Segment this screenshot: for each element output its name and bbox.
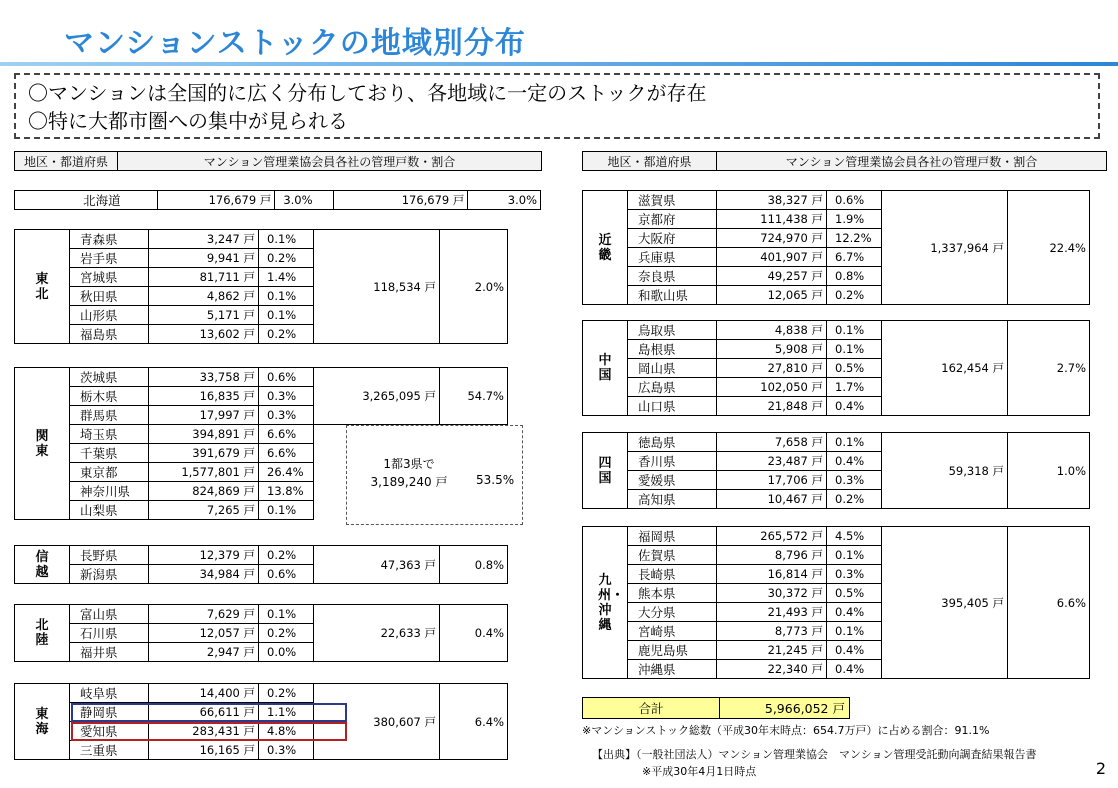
unit: 戸 [243, 484, 255, 498]
region-label: 北陸 [15, 605, 70, 662]
pref-pct: 0.1% [827, 340, 882, 359]
region-label: 関東 [15, 368, 70, 520]
unit: 戸 [243, 626, 255, 640]
summary-line-2: 〇特に大都市圏への集中が見られる [28, 109, 348, 133]
unit: 戸 [424, 557, 436, 572]
table-row [15, 605, 508, 624]
pref-name: 岡山県 [628, 359, 717, 378]
unit: 戸 [243, 308, 255, 322]
unit: 戸 [811, 473, 823, 487]
stock-note: ※マンションストック総数（平成30年末時点：654.7万戸）に占める割合：91.1% [582, 724, 990, 737]
region-label: 九州・沖縄 [583, 527, 628, 679]
region-total: 59,318 [948, 463, 989, 478]
pref-count: 12,065 [767, 288, 808, 302]
pref-count: 34,984 [199, 567, 240, 581]
pref-name: 香川県 [628, 452, 717, 471]
pref-pct: 0.8% [827, 267, 882, 286]
region-pct: 2.0% [440, 230, 508, 344]
pref-count: 49,257 [767, 269, 808, 283]
pref-pct: 13.8% [259, 482, 314, 501]
unit: 戸 [243, 370, 255, 384]
pref-name: 山梨県 [70, 501, 149, 520]
metro-pct: 53.5% [476, 473, 515, 487]
metro-note [350, 455, 468, 491]
pref-pct: 0.3% [259, 406, 314, 425]
unit: 戸 [243, 686, 255, 700]
pref-name: 北海道 [73, 191, 157, 210]
pref-pct: 0.3% [259, 741, 314, 760]
pref-name: 三重県 [70, 741, 149, 760]
pref-pct: 0.4% [827, 452, 882, 471]
pref-name: 大分県 [628, 603, 717, 622]
region-pct: 22.4% [1008, 191, 1090, 305]
pref-name: 島根県 [628, 340, 717, 359]
unit: 戸 [811, 548, 823, 562]
region-total: 380,607 [373, 714, 421, 729]
unit: 戸 [243, 251, 255, 265]
pref-count: 1,577,801 [181, 465, 240, 479]
region-pct: 54.7% [440, 368, 508, 425]
region-total: 395,405 [941, 595, 989, 610]
unit: 戸 [811, 231, 823, 245]
region-total: 22,633 [380, 626, 421, 640]
pref-name: 高知県 [628, 490, 717, 509]
pref-pct: 6.7% [827, 248, 882, 267]
table-row [15, 546, 508, 565]
pref-pct: 0.4% [827, 641, 882, 660]
pref-pct: 0.5% [827, 584, 882, 603]
pref-count: 394,891 [192, 427, 240, 441]
pref-pct: 0.1% [827, 622, 882, 641]
table-row [583, 191, 1090, 210]
pref-pct: 0.6% [827, 191, 882, 210]
grand-total-label: 合計 [583, 698, 720, 719]
pref-count: 391,679 [192, 446, 240, 460]
source-note: 【出典】（一般社団法人）マンション管理業協会 マンション管理受託動向調査結果報告書 [592, 748, 1037, 761]
unit: 戸 [992, 595, 1004, 610]
unit: 戸 [992, 361, 1004, 375]
title-underline [0, 62, 1118, 66]
pref-name: 山形県 [70, 306, 149, 325]
unit: 戸 [243, 389, 255, 403]
pref-name: 宮城県 [70, 268, 149, 287]
pref-count: 3,247 [206, 232, 240, 246]
unit: 戸 [424, 279, 436, 294]
pref-name: 埼玉県 [70, 425, 149, 444]
pref-name: 石川県 [70, 624, 149, 643]
metro-label: 1都3県で [383, 457, 435, 471]
grand-total [582, 697, 850, 719]
pref-name: 熊本県 [628, 584, 717, 603]
unit: 戸 [992, 240, 1004, 255]
pref-name: 愛媛県 [628, 471, 717, 490]
pref-name: 富山県 [70, 605, 149, 624]
unit: 戸 [243, 548, 255, 562]
pref-name: 和歌山県 [628, 286, 717, 305]
pref-name: 山口県 [628, 397, 717, 416]
pref-pct: 1.1% [259, 703, 314, 722]
header-data: マンション管理業協会員各社の管理戸数・割合 [717, 152, 1107, 171]
pref-pct: 0.1% [259, 605, 314, 624]
pref-count: 4,838 [774, 323, 808, 337]
region-pct: 0.4% [440, 605, 508, 662]
unit: 戸 [811, 586, 823, 600]
page-number: 2 [1095, 759, 1106, 778]
right-header [582, 151, 1107, 171]
unit: 戸 [243, 503, 255, 517]
pref-pct: 0.4% [827, 660, 882, 679]
pref-pct: 0.2% [827, 286, 882, 305]
pref-count: 7,658 [774, 435, 808, 449]
region-pct: 3.0% [468, 191, 541, 210]
pref-pct: 0.3% [827, 471, 882, 490]
pref-name: 静岡県 [70, 703, 149, 722]
pref-count: 265,572 [760, 529, 808, 543]
pref-name: 福岡県 [628, 527, 717, 546]
unit: 戸 [811, 605, 823, 619]
pref-pct: 0.1% [259, 501, 314, 520]
kyushu-table [582, 526, 1090, 679]
pref-pct: 0.1% [259, 287, 314, 306]
unit: 戸 [243, 567, 255, 581]
pref-pct: 26.4% [259, 463, 314, 482]
table-row [583, 433, 1090, 452]
region-label: 近畿 [583, 191, 628, 305]
pref-pct: 0.3% [827, 565, 882, 584]
hokkaido-table [14, 190, 541, 210]
pref-name: 兵庫県 [628, 248, 717, 267]
region-label: 中国 [583, 321, 628, 416]
pref-count: 17,997 [199, 408, 240, 422]
pref-count: 22,340 [767, 662, 808, 676]
header-region: 地区・都道府県 [15, 152, 118, 171]
region-pct: 1.0% [1008, 433, 1090, 509]
pref-count: 7,629 [206, 607, 240, 621]
unit: 戸 [243, 427, 255, 441]
table-row [15, 368, 508, 387]
unit: 戸 [811, 342, 823, 356]
chugoku-table [582, 320, 1090, 416]
pref-pct: 0.1% [259, 230, 314, 249]
pref-count: 5,171 [206, 308, 240, 322]
aichi-highlight [71, 722, 347, 741]
pref-pct: 1.9% [827, 210, 882, 229]
unit: 戸 [811, 624, 823, 638]
table-row [15, 684, 508, 703]
pref-name: 広島県 [628, 378, 717, 397]
pref-count: 66,611 [199, 705, 240, 719]
unit: 戸 [811, 529, 823, 543]
pref-name: 奈良県 [628, 267, 717, 286]
hokuriku-table [14, 604, 508, 662]
region-total: 47,363 [380, 557, 421, 572]
pref-count: 283,431 [192, 724, 240, 738]
pref-name: 鳥取県 [628, 321, 717, 340]
pref-name: 宮崎県 [628, 622, 717, 641]
page-title: マンションストックの地域別分布 [64, 26, 526, 61]
region-label: 信越 [15, 546, 70, 584]
pref-count: 5,908 [774, 342, 808, 356]
unit: 戸 [811, 435, 823, 449]
pref-count: 21,493 [767, 605, 808, 619]
pref-pct: 0.2% [259, 325, 314, 344]
pref-count: 14,400 [199, 686, 240, 700]
pref-name: 長崎県 [628, 565, 717, 584]
pref-pct: 0.1% [827, 433, 882, 452]
pref-count: 401,907 [760, 250, 808, 264]
pref-name: 神奈川県 [70, 482, 149, 501]
table-row [15, 191, 541, 210]
shizuoka-highlight [71, 703, 347, 722]
pref-count: 4,862 [206, 289, 240, 303]
pref-count: 27,810 [767, 361, 808, 375]
pref-count: 81,711 [199, 270, 240, 284]
pref-count: 13,602 [199, 327, 240, 341]
unit: 戸 [811, 212, 823, 226]
unit: 戸 [243, 408, 255, 422]
pref-pct: 1.4% [259, 268, 314, 287]
header-data: マンション管理業協会員各社の管理戸数・割合 [118, 152, 542, 171]
left-header [14, 151, 542, 171]
unit: 戸 [259, 193, 272, 207]
unit: 戸 [424, 626, 436, 640]
unit: 戸 [243, 289, 255, 303]
pref-pct: 0.6% [259, 565, 314, 584]
pref-name: 佐賀県 [628, 546, 717, 565]
region-total: 3,265,095 [362, 389, 421, 403]
unit: 戸 [811, 269, 823, 283]
pref-name: 徳島県 [628, 433, 717, 452]
region-total: 1,337,964 [930, 240, 989, 255]
pref-pct: 0.2% [259, 624, 314, 643]
unit: 戸 [811, 250, 823, 264]
unit: 戸 [243, 645, 255, 659]
pref-count: 23,487 [767, 454, 808, 468]
unit: 戸 [243, 270, 255, 284]
region-total: 118,534 [373, 279, 421, 294]
pref-name: 大阪府 [628, 229, 717, 248]
unit: 戸 [243, 724, 255, 738]
pref-count: 16,814 [767, 567, 808, 581]
pref-count: 12,379 [199, 548, 240, 562]
date-note: ※平成30年4月1日時点 [642, 765, 757, 778]
unit: 戸 [243, 607, 255, 621]
region-pct: 2.7% [1008, 321, 1090, 416]
pref-count: 21,848 [767, 399, 808, 413]
pref-count: 824,869 [192, 484, 240, 498]
pref-pct: 0.5% [827, 359, 882, 378]
pref-count: 724,970 [760, 231, 808, 245]
unit: 戸 [243, 743, 255, 757]
pref-pct: 0.4% [827, 603, 882, 622]
unit: 戸 [243, 705, 255, 719]
unit: 戸 [811, 193, 823, 207]
unit: 戸 [435, 475, 448, 489]
summary-box [14, 73, 1100, 139]
pref-name: 新潟県 [70, 565, 149, 584]
pref-name: 岩手県 [70, 249, 149, 268]
unit: 戸 [424, 714, 436, 729]
region-label: 四国 [583, 433, 628, 509]
pref-name: 東京都 [70, 463, 149, 482]
region-total: 176,679 [401, 193, 450, 207]
region-total: 162,454 [941, 361, 989, 375]
pref-count: 9,941 [206, 251, 240, 265]
pref-name: 愛知県 [70, 722, 149, 741]
pref-count: 7,265 [206, 503, 240, 517]
pref-pct: 6.6% [259, 425, 314, 444]
unit: 戸 [832, 701, 845, 716]
pref-pct: 0.2% [259, 546, 314, 565]
pref-name: 岐阜県 [70, 684, 149, 703]
pref-name: 秋田県 [70, 287, 149, 306]
table-row [15, 230, 508, 249]
pref-pct: 0.4% [827, 397, 882, 416]
pref-pct: 6.6% [259, 444, 314, 463]
pref-count: 16,165 [199, 743, 240, 757]
pref-count: 8,773 [774, 624, 808, 638]
unit: 戸 [811, 380, 823, 394]
pref-name: 長野県 [70, 546, 149, 565]
pref-pct: 0.2% [259, 684, 314, 703]
pref-name: 鹿児島県 [628, 641, 717, 660]
unit: 戸 [811, 567, 823, 581]
unit: 戸 [811, 662, 823, 676]
unit: 戸 [811, 492, 823, 506]
pref-pct: 0.3% [259, 387, 314, 406]
pref-pct: 4.8% [259, 722, 314, 741]
unit: 戸 [424, 389, 436, 403]
table-row [583, 527, 1090, 546]
unit: 戸 [243, 327, 255, 341]
pref-name: 青森県 [70, 230, 149, 249]
pref-count: 38,327 [767, 193, 808, 207]
header-region: 地区・都道府県 [583, 152, 717, 171]
table-row [583, 321, 1090, 340]
shikoku-table [582, 432, 1090, 509]
region-pct: 0.8% [440, 546, 508, 584]
unit: 戸 [811, 288, 823, 302]
pref-pct: 4.5% [827, 527, 882, 546]
unit: 戸 [992, 463, 1004, 478]
unit: 戸 [243, 232, 255, 246]
pref-count: 17,706 [767, 473, 808, 487]
tohoku-table [14, 229, 508, 344]
region-label: 東海 [15, 684, 70, 760]
pref-count: 21,245 [767, 643, 808, 657]
pref-pct: 12.2% [827, 229, 882, 248]
pref-name: 京都府 [628, 210, 717, 229]
pref-count: 8,796 [774, 548, 808, 562]
unit: 戸 [811, 454, 823, 468]
pref-pct: 0.0% [259, 643, 314, 662]
pref-pct: 0.2% [259, 249, 314, 268]
pref-count: 30,372 [767, 586, 808, 600]
pref-name: 千葉県 [70, 444, 149, 463]
pref-pct: 0.6% [259, 368, 314, 387]
unit: 戸 [811, 361, 823, 375]
pref-name: 滋賀県 [628, 191, 717, 210]
unit: 戸 [243, 465, 255, 479]
pref-name: 茨城県 [70, 368, 149, 387]
pref-pct: 1.7% [827, 378, 882, 397]
region-pct: 6.6% [1008, 527, 1090, 679]
pref-pct: 0.1% [827, 546, 882, 565]
pref-count: 10,467 [767, 492, 808, 506]
pref-pct: 0.1% [827, 321, 882, 340]
pref-count: 176,679 [208, 193, 257, 207]
pref-count: 12,057 [199, 626, 240, 640]
metro-total: 3,189,240 [370, 475, 432, 489]
pref-pct: 0.2% [827, 490, 882, 509]
pref-count: 111,438 [760, 212, 808, 226]
unit: 戸 [811, 643, 823, 657]
pref-pct: 3.0% [275, 191, 334, 210]
pref-count: 16,835 [199, 389, 240, 403]
pref-pct: 0.1% [259, 306, 314, 325]
unit: 戸 [452, 193, 465, 207]
pref-name: 福島県 [70, 325, 149, 344]
pref-name: 沖縄県 [628, 660, 717, 679]
pref-count: 102,050 [760, 380, 808, 394]
grand-total-value: 5,966,052 [764, 701, 829, 716]
unit: 戸 [243, 446, 255, 460]
shinetsu-table [14, 545, 508, 584]
unit: 戸 [811, 399, 823, 413]
unit: 戸 [811, 323, 823, 337]
summary-line-1: 〇マンションは全国的に広く分布しており、各地域に一定のストックが存在 [28, 81, 707, 105]
pref-count: 33,758 [199, 370, 240, 384]
region-pct: 6.4% [440, 684, 508, 760]
pref-name: 福井県 [70, 643, 149, 662]
pref-count: 2,947 [206, 645, 240, 659]
pref-name: 群馬県 [70, 406, 149, 425]
region-label: 東北 [15, 230, 70, 344]
kinki-table [582, 190, 1090, 305]
pref-name: 栃木県 [70, 387, 149, 406]
